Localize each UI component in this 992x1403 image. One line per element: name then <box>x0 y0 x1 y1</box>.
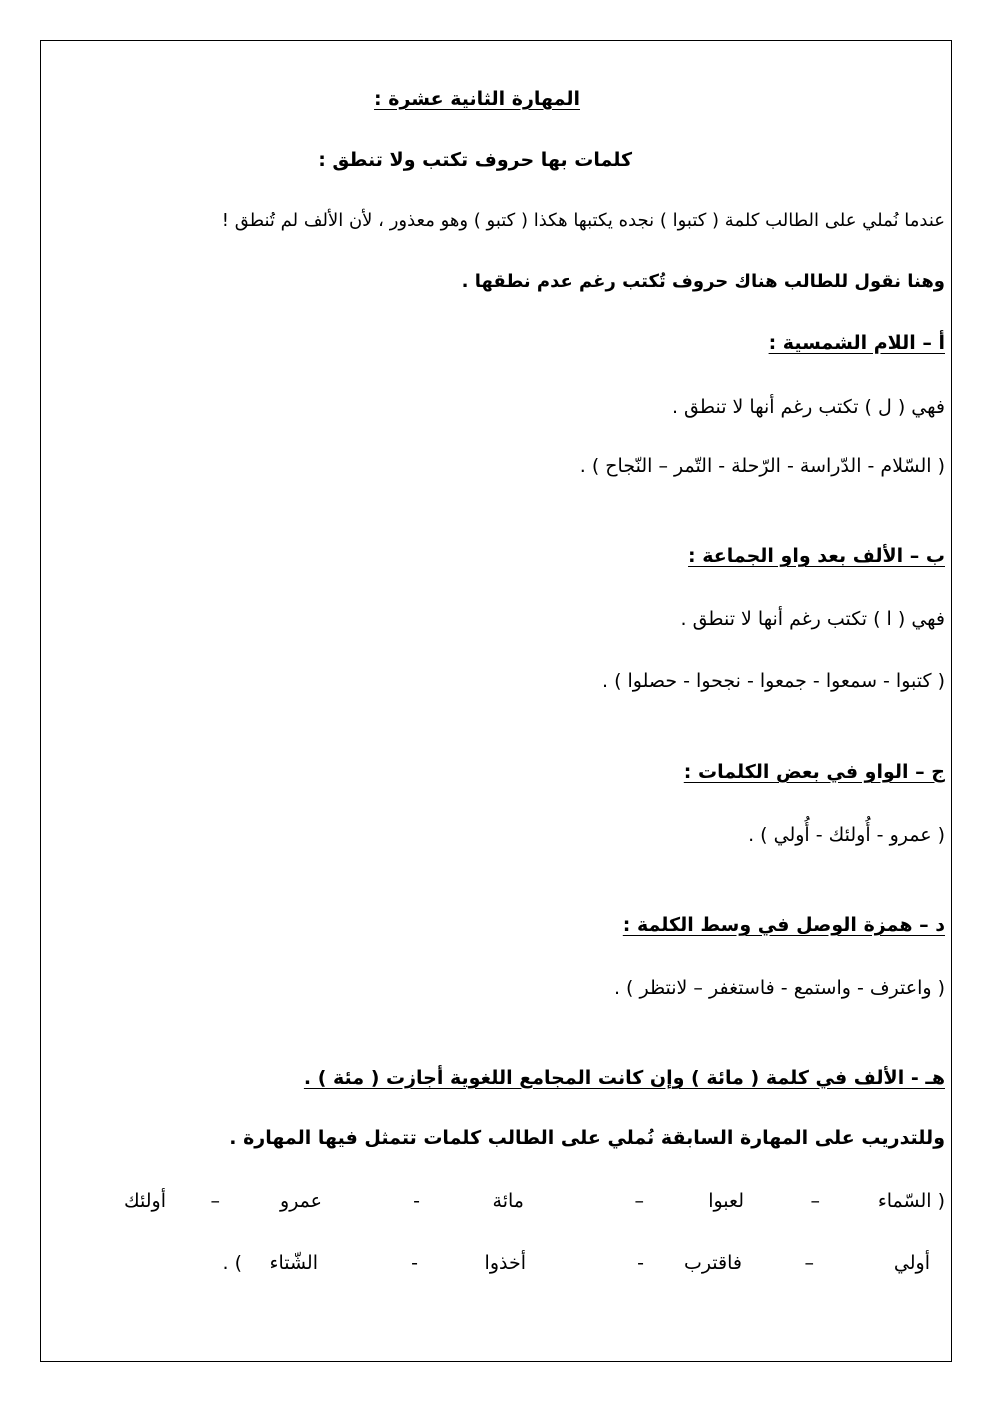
practice-word: أولئك <box>124 1190 166 1212</box>
section-examples: ( كتبوا - سمعوا - جمعوا - نجحوا - حصلوا ) . <box>601 670 945 692</box>
practice-word: الشّتاء <box>269 1252 318 1274</box>
section-heading-silent-waw: ج – الواو في بعض الكلمات : <box>683 761 945 783</box>
section-examples: ( عمرو - أُولئك - أُولي ) . <box>748 824 945 846</box>
practice-intro: وللتدريب على المهارة السابقة نُملي على الطالب كلمات تتمثل فيها المهارة . <box>229 1127 945 1149</box>
practice-word: أولي <box>893 1252 930 1274</box>
practice-separator: - <box>411 1252 418 1274</box>
section-heading-alif-in-mia: هـ - الألف في كلمة ( مائة ) وإن كانت المجامع اللغوية أجازت ( مئة ) . <box>303 1067 945 1089</box>
practice-separator: – <box>804 1252 814 1274</box>
practice-word-row-2 <box>0 1248 992 1278</box>
section-heading-alif-after-waw: ب – الألف بعد واو الجماعة : <box>688 545 945 567</box>
practice-separator: – <box>634 1190 644 1212</box>
section-examples: ( السّلام - الدّراسة - الرّحلة - التّمر – النّجاح ) . <box>579 455 945 477</box>
practice-word: أخذوا <box>484 1252 526 1274</box>
page-title: المهارة الثانية عشرة : <box>374 88 580 110</box>
intro-conclusion: وهنا نقول للطالب هناك حروف تُكتب رغم عدم نطقها . <box>461 271 945 292</box>
practice-separator: - <box>413 1190 420 1212</box>
practice-word: ) . <box>222 1252 242 1274</box>
section-examples: ( واعترف - واستمع - فاستغفر – لانتظر ) . <box>613 977 945 999</box>
practice-separator: – <box>210 1190 220 1212</box>
intro-paragraph: عندما نُملي على الطالب كلمة ( كتبوا ) نجده يكتبها هكذا ( كتبو ) وهو معذور ، لأن الألف لم تُنطق ! <box>221 210 945 231</box>
practice-word: فاقترب <box>683 1252 742 1274</box>
section-description: فهي ( ا ) تكتب رغم أنها لا تنطق . <box>680 608 945 630</box>
practice-word: عمرو <box>280 1190 322 1212</box>
page-subtitle: كلمات بها حروف تكتب ولا تنطق : <box>318 149 632 171</box>
section-description: فهي ( ل ) تكتب رغم أنها لا تنطق . <box>671 396 945 418</box>
section-heading-shamsi-lam: أ – اللام الشمسية : <box>768 332 945 354</box>
practice-word: ( السّماء <box>877 1190 945 1212</box>
page-border <box>40 40 952 1362</box>
practice-word: مائة <box>492 1190 524 1212</box>
section-heading-hamzat-wasl: د – همزة الوصل في وسط الكلمة : <box>622 914 945 936</box>
practice-separator: – <box>810 1190 820 1212</box>
practice-word-row-1 <box>0 1186 992 1216</box>
practice-separator: - <box>637 1252 644 1274</box>
practice-word: لعبوا <box>708 1190 744 1212</box>
